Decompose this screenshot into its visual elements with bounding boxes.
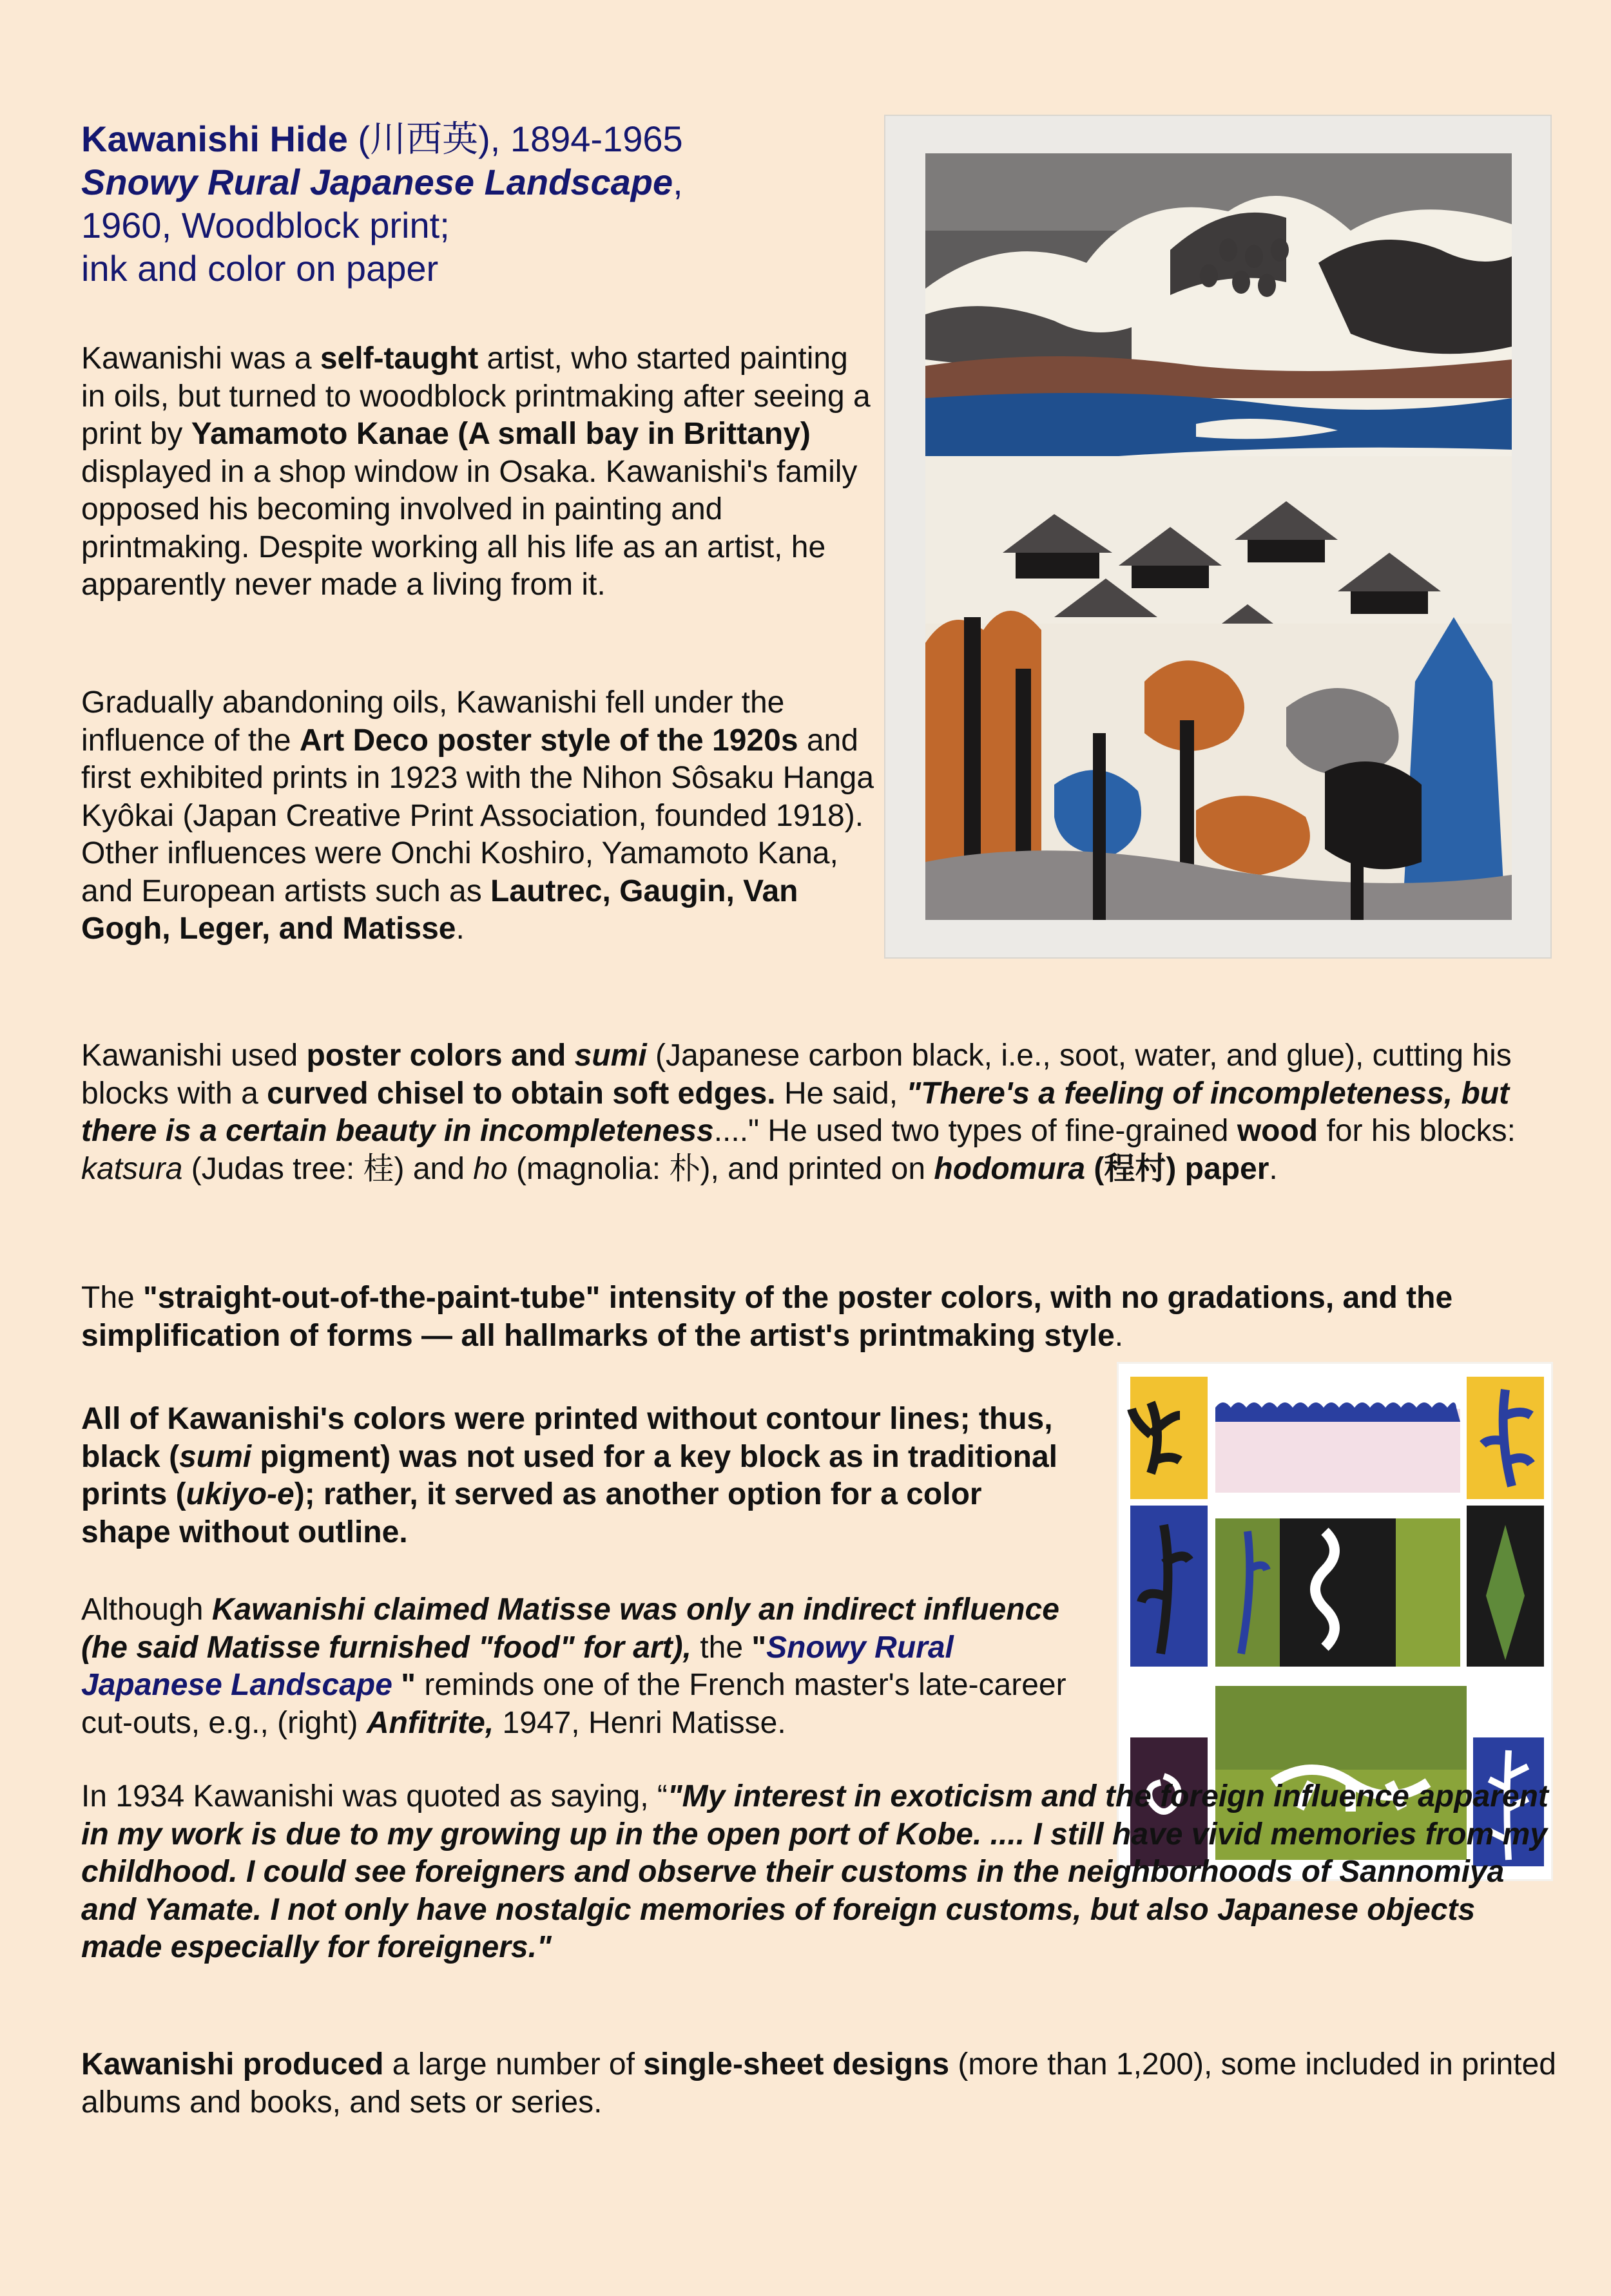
p1-text-c: artist, who started painting in oils, but turned to woodblock printmaking after seeing a print by [81, 341, 871, 451]
p6-artwork-title: Snowy Rural Japanese Landscape [81, 1630, 954, 1702]
p3-curved-chisel: curved chisel to obtain soft edges. [267, 1076, 776, 1111]
p8-text-d: (more than 1,200), some included in printed albums and books, and sets or series. [81, 2047, 1556, 2119]
p1-self-taught: self-taught [320, 341, 479, 376]
paragraph-output [81, 2046, 1557, 2121]
woodblock-print-image [884, 115, 1552, 959]
p3-paper: (程村) paper [1085, 1151, 1269, 1186]
p3-text-h: ...." He used two types of fine-grained [713, 1114, 1237, 1148]
caption-date-medium: 1960, Woodblock print; [81, 205, 450, 245]
p5-ukiyo-e: ukiyo-e [186, 1477, 294, 1511]
p5-text-c: pigment) was not used for a key block as in traditional prints ( [81, 1439, 1057, 1511]
p4-text-a: The [81, 1281, 144, 1315]
p3-ho: ho [473, 1151, 508, 1186]
p7-quote: "My interest in exoticism and the foreign influence apparent in my work is due to my growing up in the open port of Kobe. .... I still have vivid memories from my childhood. I could see foreigners and observe their customs in the neighborhoods of Sannomiya and Yamate. I not only have nostalgic memories of foreign customs, but also Japanese objects made especially for foreigners." [81, 1779, 1548, 1964]
p3-text-n: (magnolia: 朴), and printed on [507, 1151, 934, 1186]
caption-line-title [81, 160, 822, 204]
p5-text-e: ); rather, it served as another option for a color shape without outline. [81, 1477, 982, 1549]
paragraph-influences [81, 684, 880, 948]
p2-text-c: and first exhibited prints in 1923 with the Nihon Sôsaku Hanga Kyôkai (Japan Creative Print Association, founded 1918). Other influences were Onchi Koshiro, Yamamoto Kana, and European artists such as [81, 723, 874, 908]
p3-wood: wood [1237, 1114, 1318, 1148]
p3-text-d: (Japanese carbon black, i.e., soot, water, and glue), cutting his blocks with a [81, 1038, 1512, 1111]
caption-materials: ink and color on paper [81, 248, 439, 289]
paragraph-style-hallmarks [81, 1279, 1557, 1355]
p1-yamamoto-kanae: Yamamoto Kanae (A small bay in Brittany) [191, 417, 811, 451]
p6-quote-close: " [401, 1668, 416, 1702]
artwork-title: Snowy Rural Japanese Landscape [81, 162, 673, 202]
p3-text-a: Kawanishi used [81, 1038, 307, 1073]
paragraph-kobe-quote [81, 1778, 1563, 1967]
caption-line-artist [81, 117, 822, 160]
p3-text-f: He said, [775, 1076, 907, 1111]
p3-quote: "There's a feeling of incompleteness, but there is a certain beauty in incompleteness [81, 1076, 1510, 1148]
p8-text-b: a large number of [383, 2047, 644, 2081]
p6-text-a: Although [81, 1593, 212, 1627]
p4-text-c: . [1114, 1318, 1124, 1353]
p5-text-a: All of Kawanishi's colors were printed without contour lines; thus, black ( [81, 1402, 1053, 1474]
p5-sumi: sumi [179, 1439, 252, 1474]
p6-anfitrite: Anfitrite, [366, 1705, 494, 1740]
p3-text-l: (Judas tree: 桂) and [182, 1151, 474, 1186]
artwork-caption [81, 117, 822, 290]
artist-kanji-dates: (川西英), 1894-1965 [347, 119, 683, 159]
p7-text-a: In 1934 Kawanishi was quoted as saying, “ [81, 1779, 668, 1813]
p2-text-a: Gradually abandoning oils, Kawanishi fell under the influence of the [81, 685, 785, 758]
p3-text-j: for his blocks: [1318, 1114, 1516, 1148]
paragraph-contour-lines [81, 1401, 1067, 1551]
title-comma: , [673, 162, 683, 202]
p6-text-c: the [691, 1630, 752, 1665]
p3-katsura: katsura [81, 1151, 183, 1186]
p2-text-e: . [456, 912, 465, 946]
p2-art-deco: Art Deco poster style of the 1920s [299, 723, 798, 758]
snowy-landscape-illustration [925, 153, 1512, 920]
p6-quote-open: " [751, 1630, 767, 1665]
p8-produced: Kawanishi produced [81, 2047, 384, 2081]
p3-sumi: sumi [574, 1038, 647, 1073]
p6-text-i: 1947, Henri Matisse. [494, 1705, 786, 1740]
p6-text-g: reminds one of the French master's late-career cut-outs, e.g., (right) [81, 1668, 1066, 1740]
p1-text-e: displayed in a shop window in Osaka. Kawanishi's family opposed his becoming involved in painting and printmaking. Despite working all his life as an artist, he apparently never made a living from it. [81, 454, 858, 602]
p6-matisse-claim: Kawanishi claimed Matisse was only an indirect influence (he said Matisse furnished "food" for art), [81, 1593, 1059, 1665]
p4-hallmarks: "straight-out-of-the-paint-tube" intensity of the poster colors, with no gradations, and the simplification of forms — all hallmarks of the artist's printmaking style [81, 1281, 1453, 1353]
artist-name: Kawanishi Hide [81, 119, 348, 159]
paragraph-matisse-influence [81, 1591, 1099, 1742]
p3-hodomura: hodomura [934, 1151, 1086, 1186]
p3-poster-colors: poster colors and [306, 1038, 575, 1073]
p3-text-q: . [1269, 1151, 1278, 1186]
p8-single-sheet: single-sheet designs [643, 2047, 950, 2081]
p1-text-a: Kawanishi was a [81, 341, 320, 376]
paragraph-materials [81, 1037, 1557, 1188]
paragraph-early-career [81, 340, 874, 604]
p2-european-artists: Lautrec, Gaugin, Van Gogh, Leger, and Matisse [81, 874, 798, 946]
